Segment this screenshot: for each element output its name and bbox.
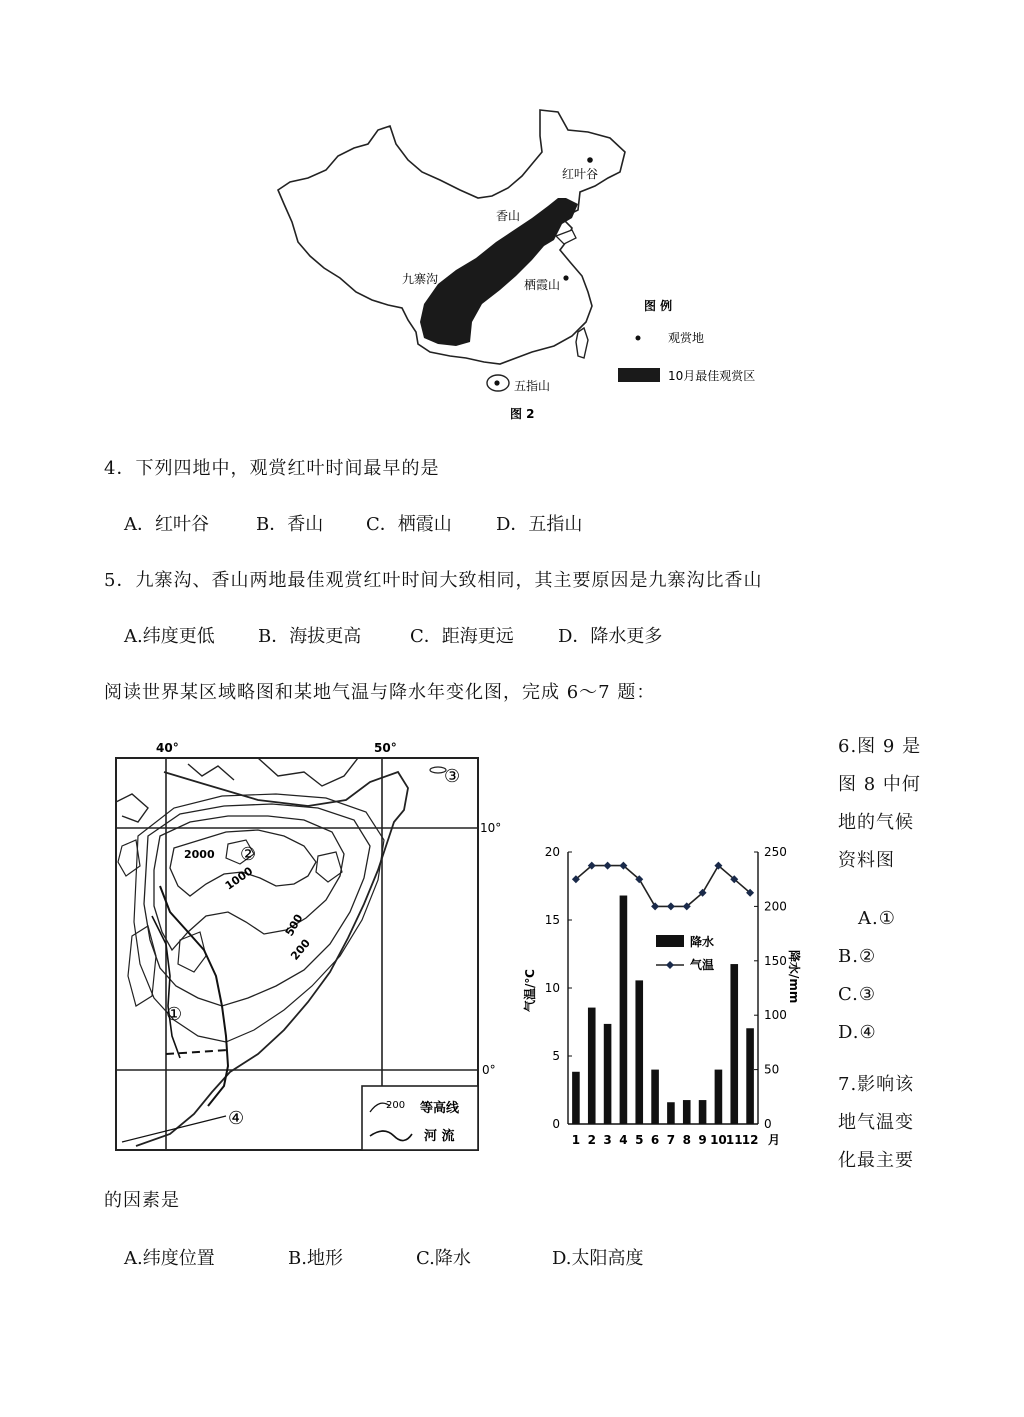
temperature-point [604,862,612,870]
contour-label-500: 500 [282,912,306,939]
precip-bar [588,1008,596,1124]
month-label: 6 [650,1133,660,1147]
q7-stem-line-1: 7.影响该 [838,1074,915,1095]
climograph-axes [522,845,802,1147]
month-label: 1 [571,1133,581,1147]
marker-2: ② [240,844,257,865]
right-tick-label: 150 [764,953,787,968]
month-label: 10 [710,1133,727,1147]
contour-500 [144,804,370,1006]
legend-temp-label: 气温 [690,958,715,972]
q6-option-a[interactable]: A.① [858,908,896,929]
qixiashan-point [563,275,568,280]
q5-stem: 5．九寨沟、香山两地最佳观赏红叶时间大致相同，其主要原因是九寨沟比香山 [104,570,763,591]
lon-label-40: 40° [156,741,179,755]
q6-stem-line-2: 图 8 中何 [838,774,921,795]
right-tick-label: 100 [764,1008,787,1023]
month-label: 7 [666,1133,676,1147]
precip-bar [604,1024,612,1124]
contour-label-1000: 1000 [222,864,256,893]
wuzhishan-label: 五指山 [514,379,551,393]
q6-stem-line-4: 资料图 [838,850,895,871]
precipitation-bars [572,896,754,1124]
figure-2-caption: 图 2 [510,407,535,421]
right-tick-label: 50 [764,1062,780,1077]
q7-stem-tail: 的因素是 [104,1190,180,1211]
intro-6-7: 阅读世界某区域略图和某地气温与降水年变化图，完成 6～7 题： [104,682,656,703]
contour-label-2000: 2000 [184,848,215,861]
q7-option-a[interactable]: A.纬度位置 [124,1248,215,1269]
figure-2-china-map [270,100,770,430]
marker-4-pointer [122,1116,226,1142]
month-label: 2 [587,1133,596,1147]
q4-stem: 4．下列四地中，观赏红叶时间最早的是 [104,458,440,479]
river-dashed [166,1050,228,1054]
month-label: 5 [635,1133,644,1147]
q7-option-d[interactable]: D.太阳高度 [552,1248,644,1269]
figure-8-region-map [108,736,508,1156]
left-tick-label: 10 [544,981,560,995]
temperature-polyline [576,866,750,907]
q4-option-b[interactable]: B．香山 [256,514,324,535]
legend-point-icon [636,336,641,341]
temperature-point [667,902,675,910]
q6-option-d[interactable]: D.④ [838,1022,877,1043]
map-legend-box [362,1086,478,1150]
contour-1000 [154,816,344,950]
left-tick-label: 15 [544,913,560,927]
right-tick-label: 0 [764,1117,772,1131]
plateau-b [316,852,342,882]
q5-option-d[interactable]: D．降水更多 [558,626,663,647]
precip-bar [746,1028,754,1124]
marker-3: ③ [444,766,461,787]
q7-option-c[interactable]: C.降水 [416,1248,471,1269]
temperature-point [651,902,659,910]
figure-9-climograph [522,832,801,1162]
precip-bar [651,1070,659,1124]
hongyegu-label: 红叶谷 [562,167,599,181]
legend-line-marker [666,961,674,969]
hongyegu-point [587,157,593,163]
marker-4: ④ [228,1108,245,1129]
lat-label-10: 10° [480,821,502,835]
month-label: 11 [725,1133,743,1147]
legend-title: 图 例 [644,299,673,313]
q7-option-b[interactable]: B.地形 [288,1248,343,1269]
precip-bar [715,1070,723,1124]
right-tick-label: 200 [764,899,787,914]
legend-precip-label: 降水 [690,935,715,949]
precip-bar [730,964,738,1124]
marker-1: ① [166,1004,183,1025]
lon-label-50: 50° [374,741,397,755]
qixiashan-label: 栖霞山 [524,278,561,292]
left-axis-title: 气温/℃ [523,969,537,1012]
q5-option-a[interactable]: A.纬度更低 [124,626,215,647]
q6-stem [838,728,921,880]
precip-bar [635,980,643,1124]
precip-bar [620,896,628,1124]
plateau-d [128,926,156,1006]
month-label: 12 [741,1133,759,1147]
temperature-line [572,862,754,911]
legend-contour-label: 等高线 [420,1101,460,1116]
q4-option-d[interactable]: D．五指山 [496,514,583,535]
jiuzhaigou-label: 九寨沟 [402,272,439,286]
q6-option-c[interactable]: C.③ [838,984,876,1005]
left-tick-label: 0 [552,1117,560,1131]
legend-area-label: 10月最佳观赏区 [668,369,756,383]
q7-stem-line-3: 化最主要 [838,1150,914,1171]
xiangshan-label: 香山 [496,209,521,223]
climograph-legend [656,934,714,972]
legend-contour-sample: 200 [386,1100,406,1111]
legend-area-icon [618,368,660,382]
north-shore [116,758,358,822]
left-tick-label: 20 [544,845,560,859]
left-tick-label: 5 [552,1049,560,1063]
q6-stem-line-1: 6.图 9 是 [838,736,922,757]
q4-option-c[interactable]: C．栖霞山 [366,514,452,535]
legend-river-label: 河 流 [424,1129,455,1144]
q6-options [838,900,896,1052]
legend-bar-swatch [656,935,684,947]
month-label: 8 [682,1133,691,1147]
month-label: 3 [603,1133,612,1147]
precip-bar [572,1072,580,1124]
contour-label-200: 200 [288,936,313,963]
month-label: 9 [698,1133,707,1147]
right-tick-label: 250 [764,845,787,859]
lat-label-0: 0° [482,1063,496,1077]
taiwan-outline [576,328,588,358]
wuzhishan-point [494,380,499,385]
precip-bar [699,1100,707,1124]
q7-stem [838,1066,914,1180]
q6-option-b[interactable]: B.② [838,946,877,967]
q5-option-b[interactable]: B．海拔更高 [258,626,362,647]
q6-stem-line-3: 地的气候 [838,812,914,833]
month-label: 4 [619,1133,628,1147]
q7-stem-line-2: 地气温变 [838,1112,914,1133]
q5-option-c[interactable]: C．距海更远 [410,626,514,647]
month-unit-label: 月 [768,1133,781,1147]
q4-option-a[interactable]: A．红叶谷 [124,514,209,535]
precip-bar [667,1102,675,1124]
precip-bar [683,1100,691,1124]
legend-point-label: 观赏地 [668,331,705,345]
right-axis-title: 降水/mm [787,950,801,1004]
